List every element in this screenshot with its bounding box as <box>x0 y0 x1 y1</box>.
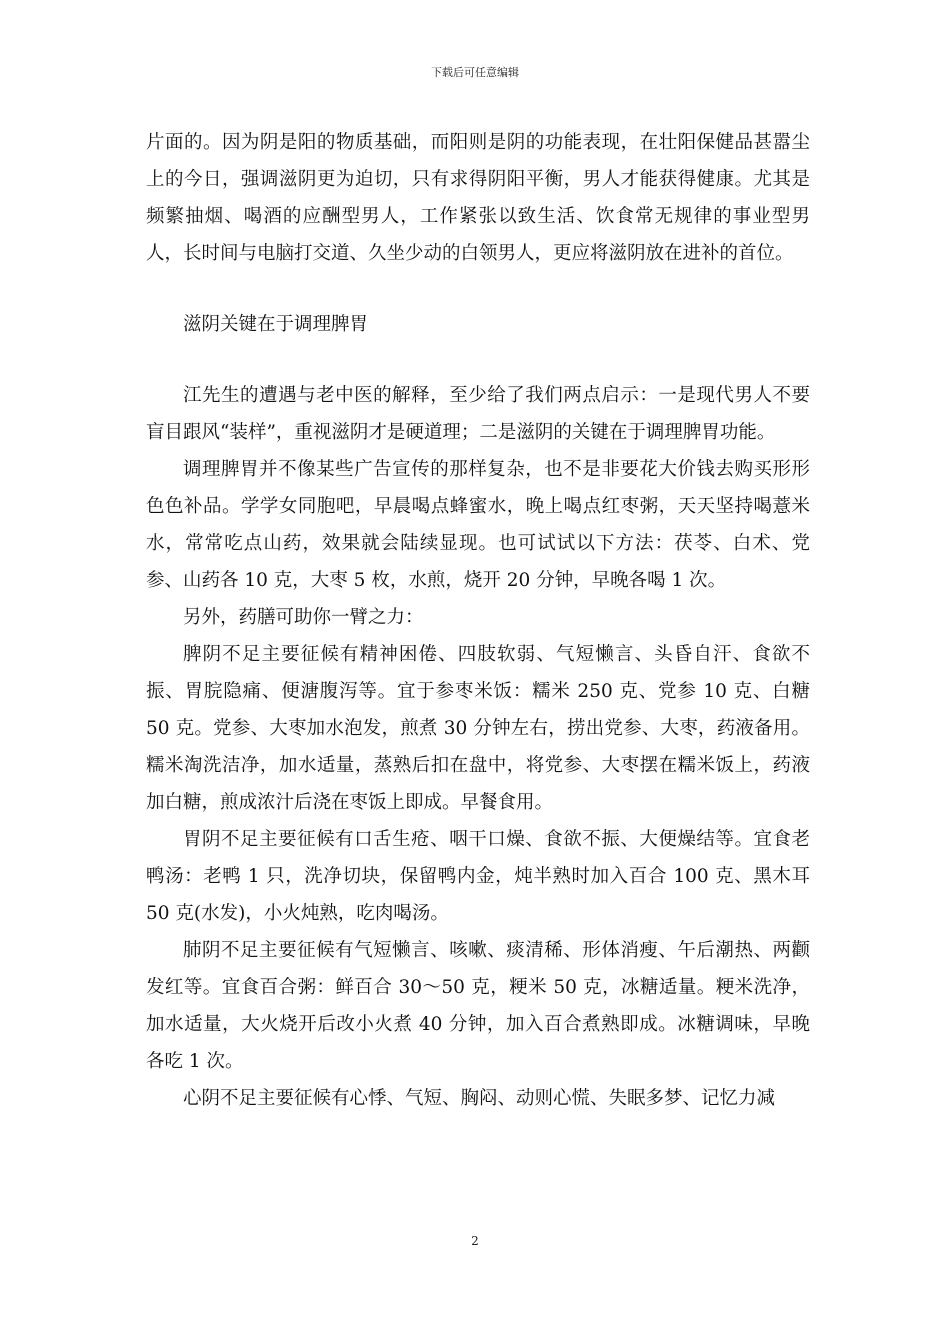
section-heading: 滋阴关键在于调理脾胃 <box>183 314 369 335</box>
paragraph-lung-yin: 肺阴不足主要征候有气短懒言、咳嗽、痰清稀、形体消瘦、午后潮热、两颧发红等。宜食百合粥：鲜百合 30～50 克，粳米 50 克，冰糖适量。粳米洗净，加水适量，大火烧开后改小火煮 40 分钟，加入百合煮熟即成。冰糖调味，早晚各吃 1 次。 <box>146 940 810 1072</box>
paragraph-diet-intro: 另外，药膳可助你一臂之力： <box>183 607 424 628</box>
paragraph-continuation: 片面的。因为阴是阳的物质基础，而阳则是阴的功能表现，在壮阳保健品甚嚣尘上的今日，强调滋阴更为迫切，只有求得阴阳平衡，男人才能获得健康。尤其是频繁抽烟、喝酒的应酬型男人，工作紧张以致生活、饮食常无规律的事业型男人，长时间与电脑打交道、久坐少动的白领男人，更应将滋阴放在进补的首位。 <box>146 132 810 264</box>
paragraph-heart-yin: 心阴不足主要征候有心悸、气短、胸闷、动则心慌、失眠多梦、记忆力减 <box>183 1088 776 1109</box>
paragraph-inspiration: 江先生的遭遇与老中医的解释，至少给了我们两点启示：一是现代男人不要盲目跟风“装样”，重视滋阴才是硬道理；二是滋阴的关键在于调理脾胃功能。 <box>146 385 810 443</box>
page-header: 下载后可任意编辑 <box>431 66 519 79</box>
paragraph-stomach-yin: 胃阴不足主要征候有口舌生疮、咽干口燥、食欲不振、大便燥结等。宜食老鸭汤：老鸭 1 只，洗净切块，保留鸭内金，炖半熟时加入百合 100 克、黑木耳 50 克(水发)，小火炖熟，吃肉喝汤。 <box>146 829 810 924</box>
page-number: 2 <box>471 1234 479 1248</box>
paragraph-spleen-stomach-care: 调理脾胃并不像某些广告宣传的那样复杂，也不是非要花大价钱去购买形形色色补品。学学女同胞吧，早晨喝点蜂蜜水，晚上喝点红枣粥，天天坚持喝薏米水，常常吃点山药，效果就会陆续显现。也可试试以下方法：茯苓、白术、党参、山药各 10 克，大枣 5 枚，水煎，烧开 20 分钟，早晚各喝 1 次。 <box>146 459 810 591</box>
document-body <box>146 124 810 1117</box>
paragraph-spleen-yin: 脾阴不足主要征候有精神困倦、四肢软弱、气短懒言、头昏自汗、食欲不振、胃脘隐痛、便溏腹泻等。宜于参枣米饭：糯米 250 克、党参 10 克、白糖 50 克。党参、大枣加水泡发，煎煮 30 分钟左右，捞出党参、大枣，药液备用。糯米淘洗洁净，加水适量，蒸熟后扣在盘中，将党参、大枣摆在糯米饭上，药液加白糖，煎成浓汁后浇在枣饭上即成。早餐食用。 <box>146 644 810 813</box>
